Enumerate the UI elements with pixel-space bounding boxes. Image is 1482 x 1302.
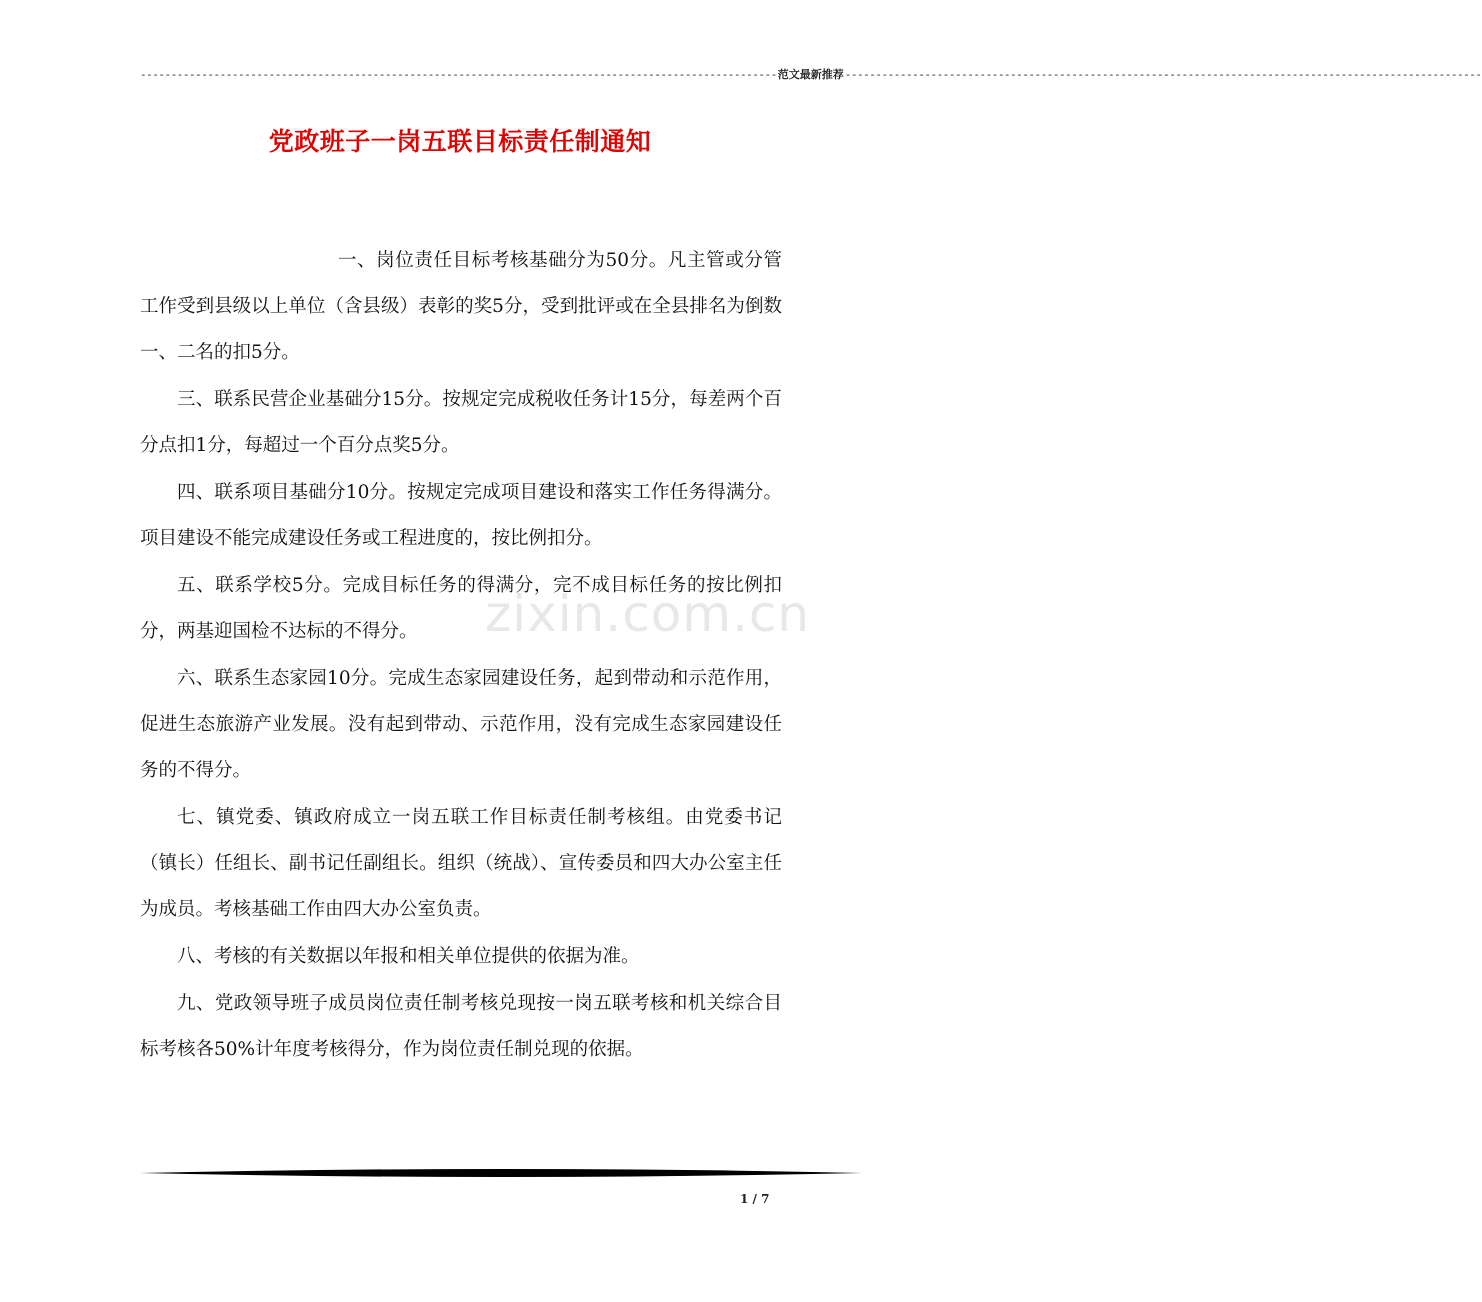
header-dashes-left: -------------------------------------------------------------------------------------------------------- [140,68,777,81]
footer-rule [140,1166,862,1180]
header-dashes-right: -------------------------------------------------------------------------------------------------------- [844,68,1482,81]
paragraph-9: 九、党政领导班子成员岗位责任制考核兑现按一岗五联考核和机关综合目标考核各50%计年度考核得分，作为岗位责任制兑现的依据。 [140,993,782,1060]
paragraph-8: 八、考核的有关数据以年报和相关单位提供的依据为准。 [177,946,640,967]
paragraph-7: 七、镇党委、镇政府成立一岗五联工作目标责任制考核组。由党委书记（镇长）任组长、副书记任副组长。组织（统战）、宣传委员和四大办公室主任为成员。考核基础工作由四大办公室负责。 [140,807,782,920]
paragraph-5: 五、联系学校5分。完成目标任务的得满分，完不成目标任务的按比例扣分，两基迎国检不达标的不得分。 [140,575,782,642]
watermark: zixin.com.cn [485,585,811,643]
document-body [140,238,782,1074]
paragraph-1: 一、岗位责任目标考核基础分为50分。凡主管或分管工作受到县级以上单位（含县级）表彰的奖5分，受到批评或在全县排名为倒数一、二名的扣5分。 [140,250,782,363]
header-label: 范文最新推荐 [777,68,844,81]
document-title: 党政班子一岗五联目标责任制通知 [268,127,652,156]
paragraph-6: 六、联系生态家园10分。完成生态家园建设任务，起到带动和示范作用，促进生态旅游产业发展。没有起到带动、示范作用，没有完成生态家园建设任务的不得分。 [140,668,782,781]
header-banner [140,67,1482,83]
paragraph-4: 四、联系项目基础分10分。按规定完成项目建设和落实工作任务得满分。项目建设不能完成建设任务或工程进度的，按比例扣分。 [140,482,782,549]
paragraph-3: 三、联系民营企业基础分15分。按规定完成税收任务计15分，每差两个百分点扣1分，每超过一个百分点奖5分。 [140,389,782,456]
page-number: 1 / 7 [740,1192,770,1206]
